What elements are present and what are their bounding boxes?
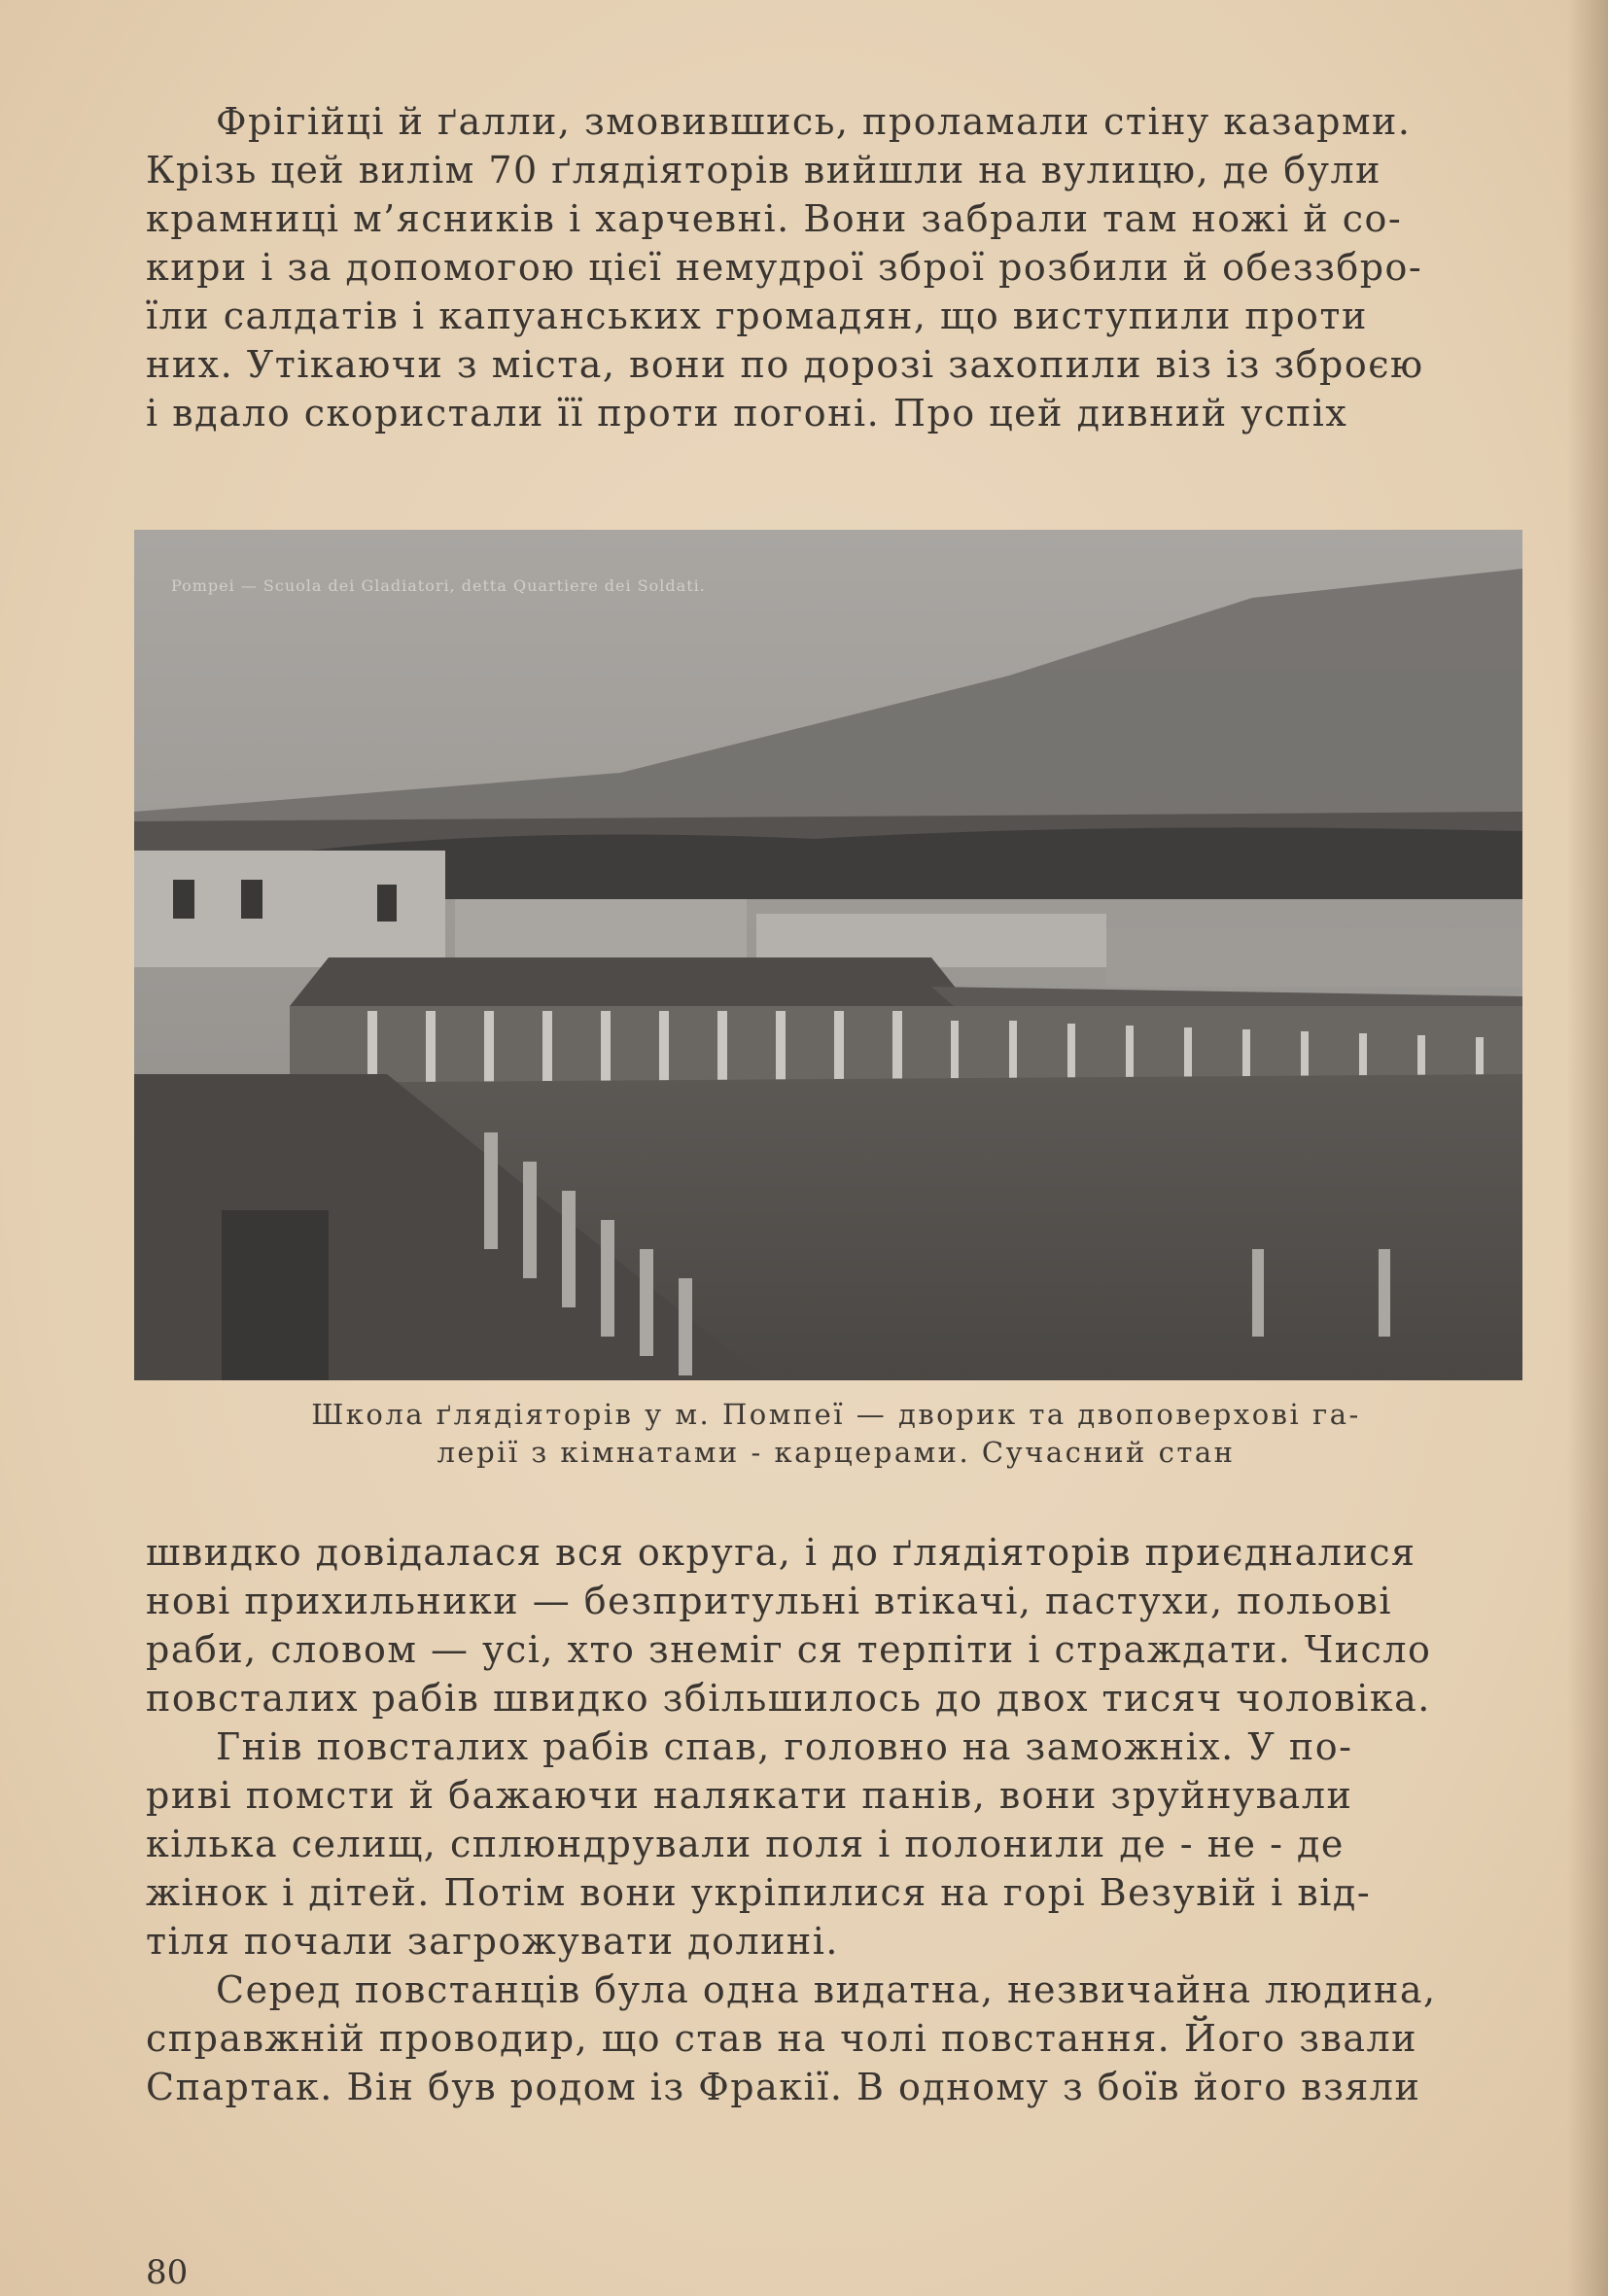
text-line: тіля почали загрожувати долині. bbox=[146, 1920, 839, 1963]
text-line: раби, словом — усі, хто знеміг ся терпіти і страждати. Число bbox=[146, 1628, 1432, 1671]
page-number: 80 bbox=[146, 2253, 189, 2292]
text-line: Крізь цей вилім 70 ґлядіяторів вийшли на вулицю, де були bbox=[146, 149, 1381, 191]
text-line: кири і за допомогою цієї немудрої зброї розбили й обеззбро- bbox=[146, 246, 1423, 289]
photo-illustration bbox=[134, 530, 1522, 1380]
text-line: повсталих рабів швидко збільшилось до двох тисяч чоловіка. bbox=[146, 1677, 1431, 1720]
bottom-paragraphs bbox=[146, 1528, 1526, 2111]
text-line: швидко довідалася вся округа, і до ґлядіяторів приєдналися bbox=[146, 1531, 1416, 1574]
text-line: нові прихильники — безпритульні втікачі, пастухи, польові bbox=[146, 1580, 1393, 1622]
photo-inscription: Pompei — Scuola dei Gladiatori, detta Quartiere dei Soldati. bbox=[171, 576, 706, 595]
text-line: Серед повстанців була одна видатна, незвичайна людина, bbox=[216, 1968, 1437, 2011]
text-line: них. Утікаючи з міста, вони по дорозі захопили віз із зброєю bbox=[146, 343, 1424, 386]
text-line: і вдало скористали її проти погоні. Про цей дивний успіх bbox=[146, 392, 1348, 435]
text-line: справжній проводир, що став на чолі повстання. Його звали bbox=[146, 2017, 1417, 2060]
text-line: риві помсти й бажаючи налякати панів, вони зруйнували bbox=[146, 1774, 1353, 1817]
gladiator-school-photo bbox=[134, 530, 1522, 1380]
text-line: кілька селищ, сплюндрували поля і полонили де - не - де bbox=[146, 1823, 1345, 1865]
page-edge-shadow bbox=[1567, 0, 1608, 2296]
caption-line: лерії з кімнатами - карцерами. Сучасний стан bbox=[437, 1436, 1236, 1469]
text-line: Фрігійці й ґалли, змовившись, проламали стіну казарми. bbox=[216, 100, 1412, 143]
caption-line: Школа ґлядіяторів у м. Помпеї — дворик та двоповерхові га- bbox=[311, 1398, 1361, 1431]
figure-caption bbox=[146, 1396, 1526, 1472]
text-line: їли салдатів і капуанських громадян, що виступили проти bbox=[146, 295, 1368, 337]
text-line: крамниці м’ясників і харчевні. Вони забрали там ножі й со- bbox=[146, 197, 1403, 240]
top-paragraph bbox=[146, 97, 1526, 437]
text-line: Спартак. Він був родом із Фракії. В одному з боїв його взяли bbox=[146, 2066, 1421, 2108]
text-line: Гнів повсталих рабів спав, головно на заможніх. У по- bbox=[216, 1725, 1353, 1768]
text-line: жінок і дітей. Потім вони укріпилися на горі Везувій і від- bbox=[146, 1871, 1372, 1914]
